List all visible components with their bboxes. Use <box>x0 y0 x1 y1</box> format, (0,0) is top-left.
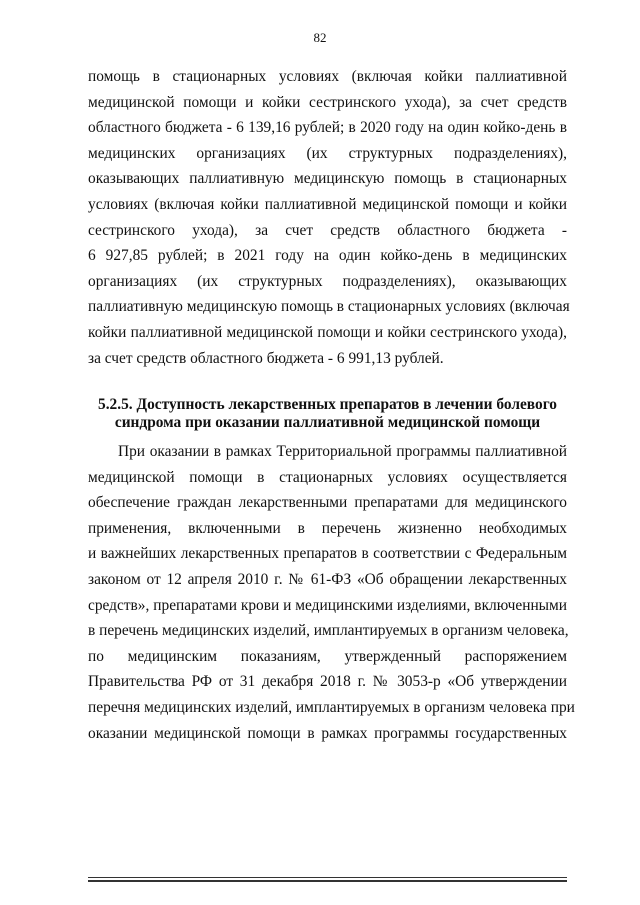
text-line: областного бюджета - 6 139,16 рублей; в 2020 году на один койко-день в <box>88 119 567 137</box>
text-line: и важнейших лекарственных препаратов в соответствии с Федеральным <box>88 545 567 563</box>
page-number: 82 <box>313 30 327 45</box>
section-heading <box>88 396 567 432</box>
text-line: условиях (включая койки паллиативной медицинской помощи и койки <box>88 195 567 213</box>
heading-line: 5.2.5. Доступность лекарственных препаратов в лечении болевого <box>98 396 557 413</box>
text-line: медицинской помощи и койки сестринского ухода), за счет средств <box>88 93 567 111</box>
paragraph-hospital-cost <box>88 64 570 371</box>
text-line: оказании медицинской помощи в рамках программы государственных <box>88 724 567 742</box>
text-line: 6 927,85 рублей; в 2021 году на один койко-день в медицинских <box>88 247 567 265</box>
text-line: законом от 12 апреля 2010 г. № 61-ФЗ «Об обращении лекарственных <box>88 570 567 588</box>
text-line: в перечень медицинских изделий, имплантируемых в организм человека, <box>88 622 569 640</box>
text-line: помощь в стационарных условиях (включая койки паллиативной <box>88 68 567 85</box>
text-line: паллиативную медицинскую помощь в стационарных условиях (включая <box>88 298 570 316</box>
paragraph-drug-provision <box>88 439 575 746</box>
text-line: Правительства РФ от 31 декабря 2018 г. № 3053-р «Об утверждении <box>88 673 567 691</box>
text-line: применения, включенными в перечень жизненно необходимых <box>88 519 567 537</box>
text-line: медицинских организациях (их структурных подразделениях), <box>88 144 567 162</box>
footer-divider-thick <box>88 880 567 882</box>
text-line: оказывающих паллиативную медицинскую помощь в стационарных <box>88 170 567 188</box>
footer-divider <box>88 877 567 878</box>
text-line: организациях (их структурных подразделениях), оказывающих <box>88 272 567 290</box>
text-line: медицинской помощи в стационарных условиях осуществляется <box>88 468 567 486</box>
text-line: При оказании в рамках Территориальной программы паллиативной <box>118 443 567 460</box>
heading-line: синдрома при оказании паллиативной медицинской помощи <box>114 414 541 431</box>
text-line: сестринского ухода), за счет средств областного бюджета - <box>88 221 567 239</box>
text-line: обеспечение граждан лекарственными препаратами для медицинского <box>88 494 567 512</box>
text-line: средств», препаратами крови и медицинскими изделиями, включенными <box>88 596 567 614</box>
text-line: койки паллиативной медицинской помощи и койки сестринского ухода), <box>88 323 567 341</box>
text-line: за счет средств областного бюджета - 6 991,13 рублей. <box>88 349 444 367</box>
text-line: по медицинским показаниям, утвержденный распоряжением <box>88 647 567 665</box>
text-line: перечня медицинских изделий, имплантируемых в организм человека при <box>88 698 575 716</box>
